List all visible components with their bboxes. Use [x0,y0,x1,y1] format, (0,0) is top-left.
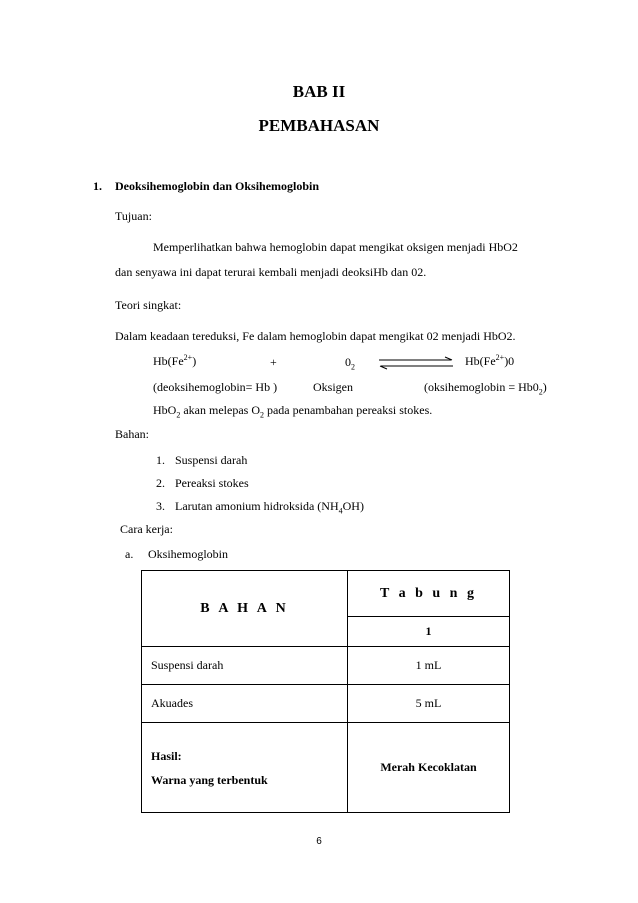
teori-label: Teori singkat: [115,298,182,312]
hasil-value: Merah Kecoklatan [348,723,510,813]
procedure-table [141,570,510,813]
tujuan-line-2: dan senyawa ini dapat terurai kembali menjadi deoksiHb dan 02. [115,265,427,279]
equation-reactant: $Hb(Fe^{2+})$ [153,353,197,368]
section-number: 1. [93,179,102,193]
page-number: 6 [316,836,322,847]
equation-oxygen: $0_2$ [345,355,355,372]
tabung-header: T a b u n g [380,585,477,601]
bahan-item-3-number: 3. [156,499,165,513]
bahan-label: Bahan: [115,427,149,441]
equilibrium-arrow-icon [377,356,455,370]
bahan-item-1-number: 1. [156,453,165,467]
cara-item: Oksihemoglobin [148,547,228,561]
row-label: Akuades [142,685,348,723]
equation-product: $Hb(Fe^{2+})0$ [465,353,515,368]
cara-item-number: a. [125,547,134,561]
bahan-header-cell [142,571,348,647]
tujuan-line-1: Memperlihatkan bahwa hemoglobin dapat mengikat oksigen menjadi HbO2 [153,240,518,254]
section-title: Deoksihemoglobin dan Oksihemoglobin [115,179,320,193]
tabung-number: 1 [348,617,510,647]
cara-label: Cara kerja: [120,522,173,536]
hasil-label: Hasil: [151,748,182,763]
bahan-item-2-number: 2. [156,476,165,490]
teori-line-1: Dalam keadaan tereduksi, Fe dalam hemoglobin dapat mengikat 02 menjadi HbO2. [115,329,516,343]
name-oxygen: Oksigen [313,380,353,394]
name-product: (oksihemoglobin = $Hb0_2$) [424,380,547,397]
table-row [142,647,510,685]
hasil-label-cell [142,723,348,813]
chapter-heading: BAB II [292,82,346,101]
bahan-item-3: Larutan amonium hidroksida $(NH_4OH)$ [175,499,364,516]
row-value: 1 mL [348,647,510,685]
teori-note: HbO$_2$ akan melepas $O_2$ pada penambahan pereaksi stokes. [153,403,433,420]
chapter-title: PEMBAHASAN [258,116,380,135]
bahan-header: B A H A N [200,600,289,616]
row-label: Suspensi darah [142,647,348,685]
row-value: 5 mL [348,685,510,723]
bahan-item-1: Suspensi darah [175,453,248,467]
bahan-item-2: Pereaksi stokes [175,476,249,490]
hasil-sublabel: Warna yang terbentuk [151,772,268,787]
tujuan-label: Tujuan: [115,209,152,223]
table-row [142,685,510,723]
tabung-header-cell [348,571,510,617]
equation-plus: + [270,355,277,369]
hasil-row [142,723,510,813]
name-reactant: (deoksihemoglobin= Hb ) [153,380,278,394]
